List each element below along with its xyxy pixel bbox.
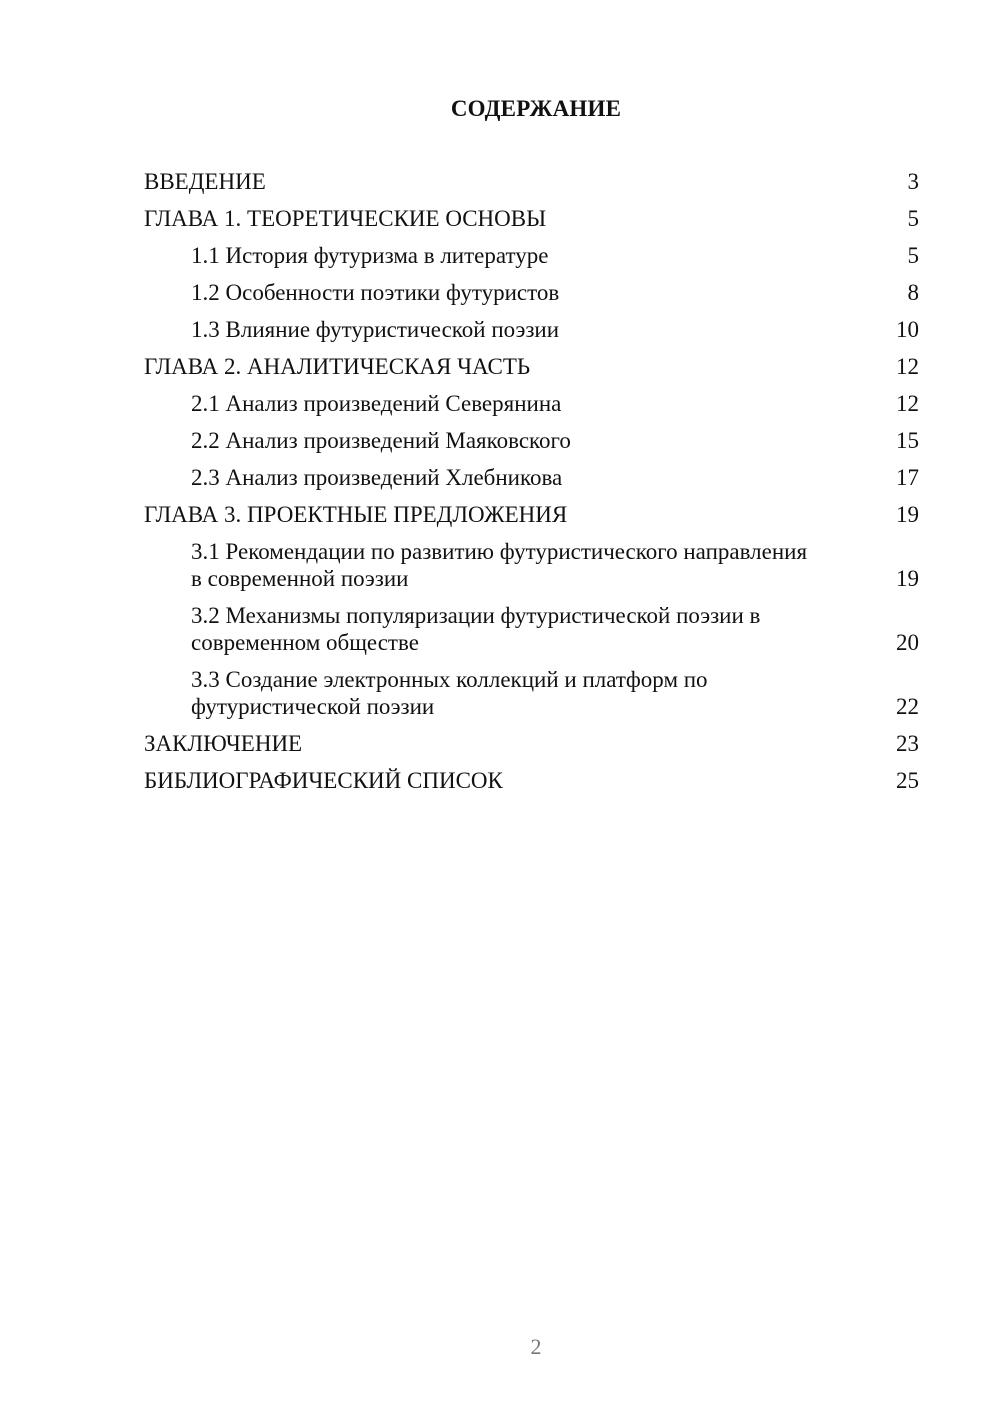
toc-entry-section-1-3 bbox=[144, 316, 919, 343]
toc-entry-page: 25 bbox=[896, 768, 919, 793]
toc-entry-chapter-2 bbox=[144, 353, 919, 380]
toc-entry-section-3-3 bbox=[144, 666, 919, 720]
toc-entry-section-1-2 bbox=[144, 279, 919, 306]
toc-entry-label: 2.2 Анализ произведений Маяковского bbox=[191, 428, 571, 453]
toc-entry-label: 3.3 Создание электронных коллекций и платформ по футуристической поэзии bbox=[191, 667, 708, 719]
toc-entry-bibliography bbox=[144, 767, 919, 794]
toc-entry-label: 1.3 Влияние футуристической поэзии bbox=[191, 317, 560, 342]
toc-entry-label: 3.2 Механизмы популяризации футуристической поэзии в современном обществе bbox=[191, 603, 761, 655]
toc-entry-label: 2.3 Анализ произведений Хлебникова bbox=[191, 465, 563, 490]
toc-entry-label: ГЛАВА 2. АНАЛИТИЧЕСКАЯ ЧАСТЬ bbox=[144, 354, 531, 379]
toc-entry-label: 1.1 История футуризма в литературе bbox=[191, 243, 549, 268]
toc-entry-chapter-3 bbox=[144, 501, 919, 528]
toc-entry-page: 5 bbox=[907, 206, 919, 231]
toc-entry-label: ВВЕДЕНИЕ bbox=[144, 169, 266, 194]
toc-entry-section-2-3 bbox=[144, 464, 919, 491]
table-of-contents bbox=[144, 168, 919, 804]
toc-entry-page: 5 bbox=[907, 243, 919, 268]
toc-entry-section-2-1 bbox=[144, 390, 919, 417]
toc-entry-section-2-2 bbox=[144, 427, 919, 454]
toc-entry-section-3-2 bbox=[144, 602, 919, 656]
toc-title: СОДЕРЖАНИЕ bbox=[450, 96, 622, 121]
toc-entry-section-3-1 bbox=[144, 538, 919, 592]
toc-entry-page: 12 bbox=[896, 391, 919, 416]
toc-entry-page: 23 bbox=[896, 731, 919, 756]
toc-entry-chapter-1 bbox=[144, 205, 919, 232]
toc-entry-page: 12 bbox=[896, 354, 919, 379]
toc-entry-label: 2.1 Анализ произведений Северянина bbox=[191, 391, 562, 416]
toc-entry-label: БИБЛИОГРАФИЧЕСКИЙ СПИСОК bbox=[144, 768, 503, 793]
toc-entry-label: 3.1 Рекомендации по развитию футуристического направления в современной поэзии bbox=[191, 539, 808, 591]
toc-entry-conclusion bbox=[144, 730, 919, 757]
toc-entry-label: ГЛАВА 1. ТЕОРЕТИЧЕСКИЕ ОСНОВЫ bbox=[144, 206, 547, 231]
toc-entry-label: 1.2 Особенности поэтики футуристов bbox=[191, 280, 560, 305]
toc-entry-page: 3 bbox=[907, 169, 919, 194]
toc-entry-page: 8 bbox=[907, 280, 919, 305]
toc-entry-section-1-1 bbox=[144, 242, 919, 269]
toc-entry-page: 20 bbox=[896, 630, 919, 655]
toc-entry-page: 19 bbox=[896, 502, 919, 527]
toc-entry-label: ГЛАВА 3. ПРОЕКТНЫЕ ПРЕДЛОЖЕНИЯ bbox=[144, 502, 568, 527]
toc-entry-page: 17 bbox=[896, 465, 919, 490]
page-number: 2 bbox=[530, 1334, 542, 1359]
toc-entry-page: 19 bbox=[896, 566, 919, 591]
toc-entry-introduction bbox=[144, 168, 919, 195]
toc-entry-label: ЗАКЛЮЧЕНИЕ bbox=[144, 731, 303, 756]
toc-entry-page: 22 bbox=[896, 694, 919, 719]
toc-entry-page: 15 bbox=[896, 428, 919, 453]
toc-entry-page: 10 bbox=[896, 317, 919, 342]
